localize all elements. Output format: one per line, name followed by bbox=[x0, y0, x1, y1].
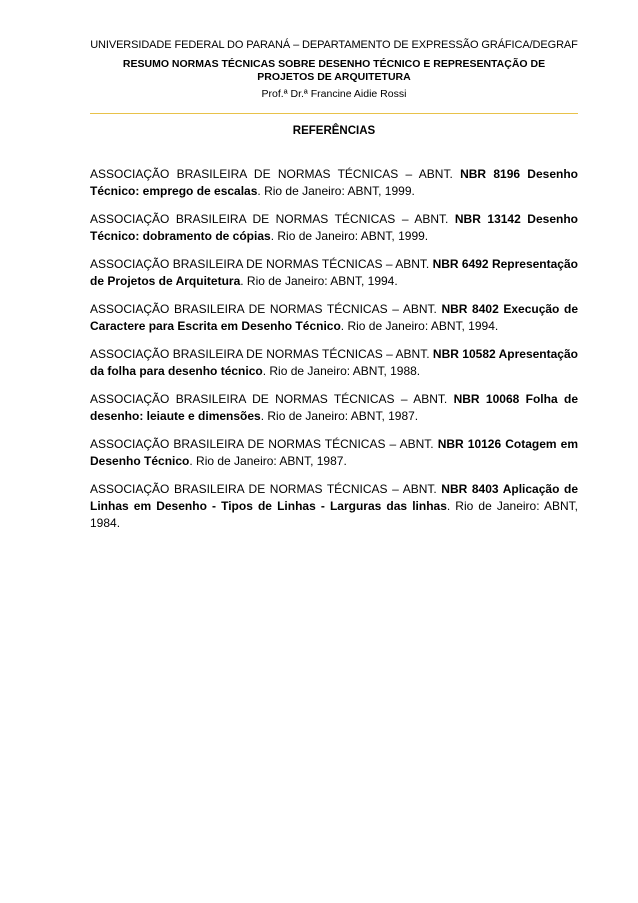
reference-entry bbox=[90, 256, 578, 290]
reference-publication: . Rio de Janeiro: ABNT, 1994. bbox=[240, 274, 398, 288]
reference-author: ASSOCIAÇÃO BRASILEIRA DE NORMAS TÉCNICAS – ABNT. bbox=[90, 392, 454, 406]
reference-author: ASSOCIAÇÃO BRASILEIRA DE NORMAS TÉCNICAS – ABNT. bbox=[90, 167, 461, 181]
header-divider bbox=[90, 113, 578, 114]
section-title: REFERÊNCIAS bbox=[292, 125, 376, 137]
course-title: RESUMO NORMAS TÉCNICAS SOBRE DESENHO TÉCNICO E REPRESENTAÇÃO DE PROJETOS DE ARQUITETURA bbox=[122, 58, 546, 83]
reference-title: NBR 13142 Desenho Técnico: dobramento de cópias bbox=[90, 212, 578, 243]
reference-list bbox=[90, 166, 578, 543]
reference-title: NBR 10126 Cotagem em Desenho Técnico bbox=[90, 437, 578, 468]
institution-line: UNIVERSIDADE FEDERAL DO PARANÁ – DEPARTAMENTO DE EXPRESSÃO GRÁFICA/DEGRAF bbox=[90, 39, 578, 51]
reference-entry bbox=[90, 391, 578, 425]
reference-entry bbox=[90, 166, 578, 200]
reference-author: ASSOCIAÇÃO BRASILEIRA DE NORMAS TÉCNICAS – ABNT. bbox=[90, 212, 455, 226]
reference-publication: . Rio de Janeiro: ABNT, 1994. bbox=[340, 319, 499, 333]
reference-entry bbox=[90, 301, 578, 335]
reference-author: ASSOCIAÇÃO BRASILEIRA DE NORMAS TÉCNICAS – ABNT. bbox=[90, 302, 442, 316]
reference-title: NBR 10068 Folha de desenho: leiaute e dimensões bbox=[90, 392, 578, 423]
reference-publication: . Rio de Janeiro: ABNT, 1984. bbox=[90, 499, 579, 530]
reference-publication: . Rio de Janeiro: ABNT, 1987. bbox=[189, 454, 347, 468]
reference-publication: . Rio de Janeiro: ABNT, 1988. bbox=[262, 364, 421, 378]
reference-publication: . Rio de Janeiro: ABNT, 1987. bbox=[260, 409, 419, 423]
reference-author: ASSOCIAÇÃO BRASILEIRA DE NORMAS TÉCNICAS – ABNT. bbox=[90, 257, 433, 271]
reference-title: NBR 6492 Representação de Projetos de Arquitetura bbox=[90, 257, 578, 288]
reference-title: NBR 8196 Desenho Técnico: emprego de escalas bbox=[90, 167, 578, 198]
reference-entry bbox=[90, 436, 578, 470]
reference-publication: . Rio de Janeiro: ABNT, 1999. bbox=[257, 184, 415, 198]
reference-entry bbox=[90, 211, 578, 245]
document-header bbox=[90, 38, 578, 101]
reference-author: ASSOCIAÇÃO BRASILEIRA DE NORMAS TÉCNICAS – ABNT. bbox=[90, 437, 438, 451]
reference-title: NBR 8403 Aplicação de Linhas em Desenho - Tipos de Linhas - Larguras das linhas bbox=[90, 482, 578, 513]
reference-author: ASSOCIAÇÃO BRASILEIRA DE NORMAS TÉCNICAS – ABNT. bbox=[90, 482, 442, 496]
reference-entry bbox=[90, 481, 578, 532]
reference-title: NBR 8402 Execução de Caractere para Escrita em Desenho Técnico bbox=[90, 302, 579, 333]
reference-title: NBR 10582 Apresentação da folha para desenho técnico bbox=[90, 347, 578, 378]
professor-name: Prof.ª Dr.ª Francine Aidie Rossi bbox=[261, 88, 407, 100]
reference-author: ASSOCIAÇÃO BRASILEIRA DE NORMAS TÉCNICAS – ABNT. bbox=[90, 347, 433, 361]
reference-publication: . Rio de Janeiro: ABNT, 1999. bbox=[270, 229, 429, 243]
reference-entry bbox=[90, 346, 578, 380]
